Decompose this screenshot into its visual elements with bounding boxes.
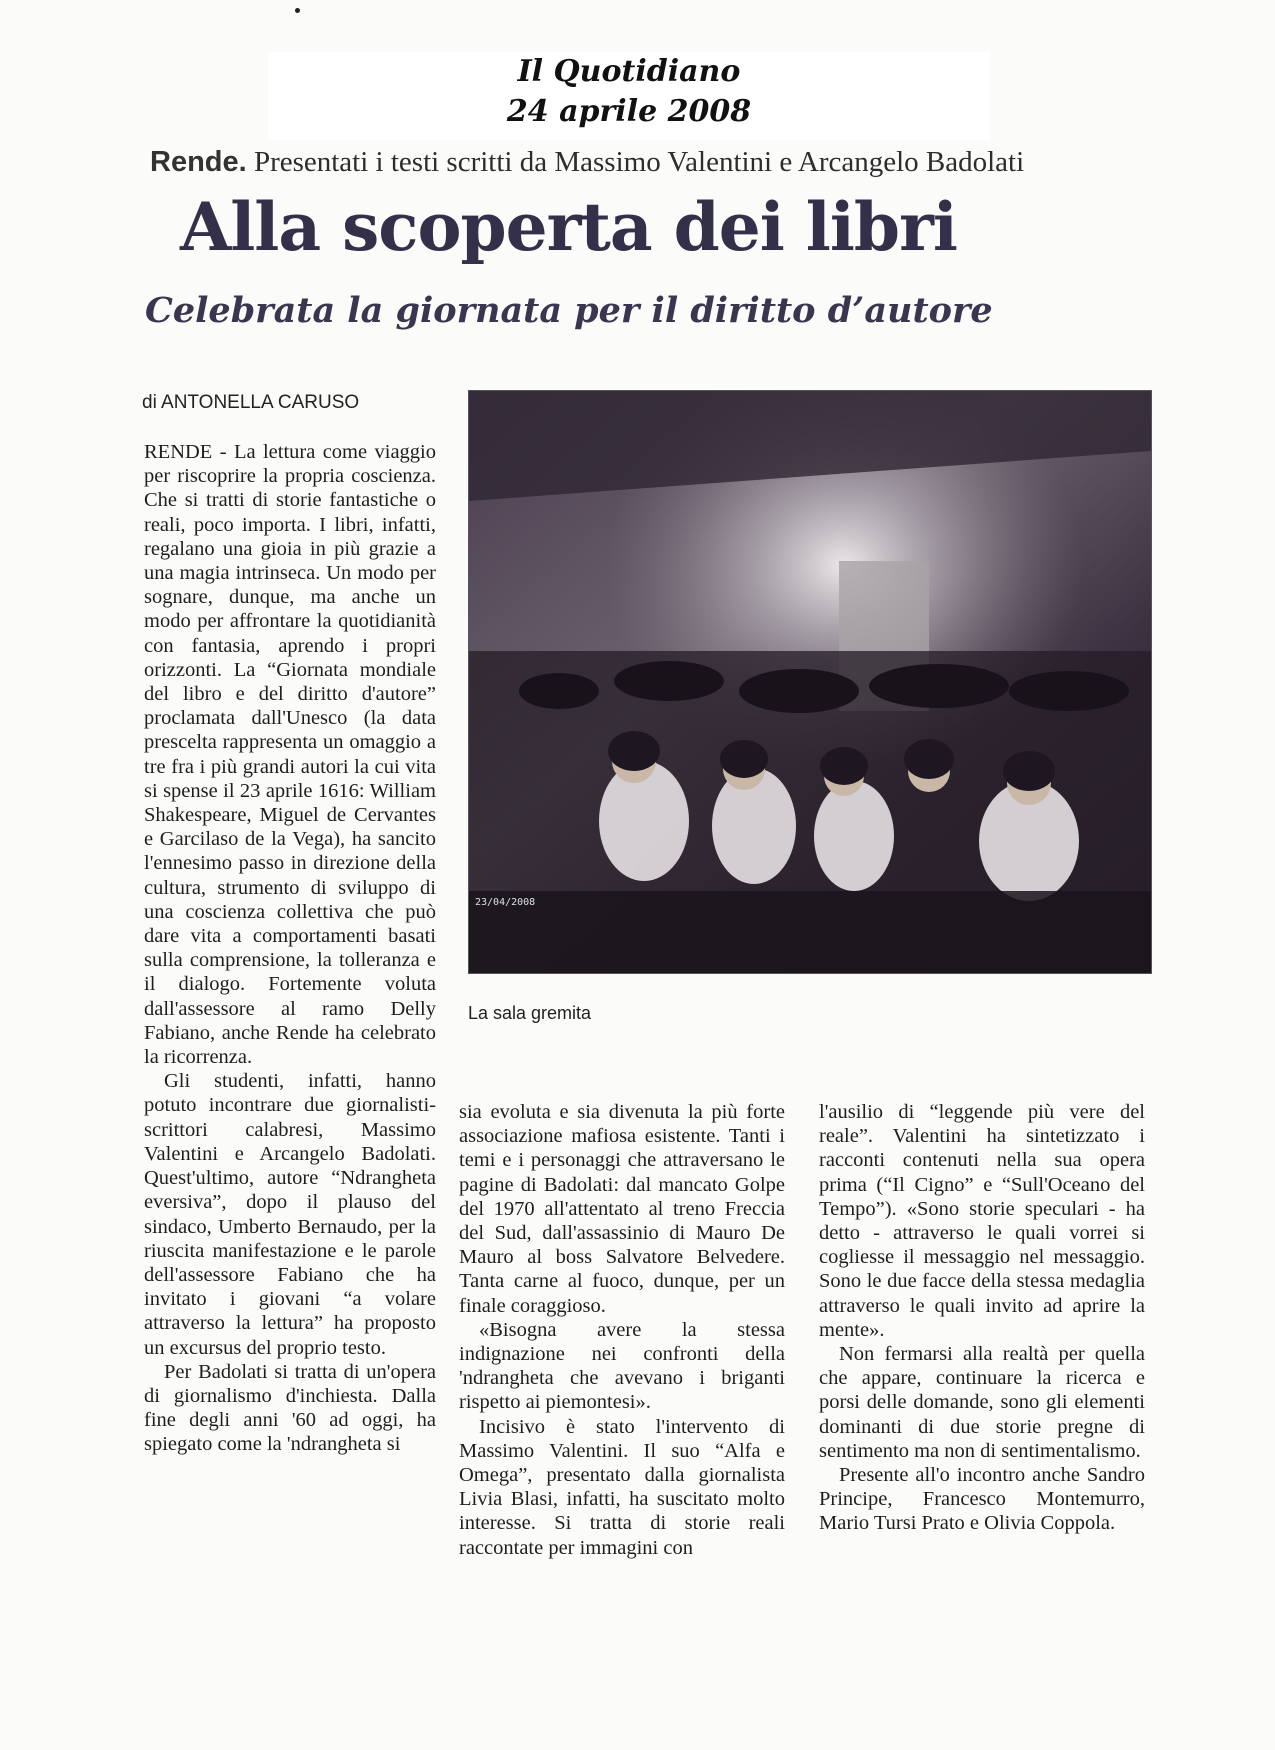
article-kicker	[150, 146, 1150, 179]
paragraph: sia evoluta e sia divenuta la più forte associazione mafiosa esistente. Tanti i temi e i personaggi che attraversano le pagine di Badolati: dal mancato Golpe del 1970 all'attentato al treno Freccia del Sud, dall'assassinio di Mauro De Mauro al boss Salvatore Belvedere. Tanta carne al fuoco, dunque, per un finale coraggioso.	[459, 1101, 785, 1317]
kicker-place: Rende.	[150, 146, 247, 178]
audience-photo-drawing	[469, 391, 1151, 973]
paragraph: Incisivo è stato l'intervento di Massimo Valentini. Il suo “Alfa e Omega”, presentato dalla giornalista Livia Blasi, infatti, ha suscitato molto interesse. Si tratta di storie reali raccontate per immagini con	[459, 1415, 785, 1559]
paragraph: Gli studenti, infatti, hanno potuto incontrare due giornalisti-scrittori calabresi, Massimo Valentini e Arcangelo Badolati. Quest'ultimo, autore “Ndrangheta eversiva”, dopo il plauso del sindaco, Umberto Bernaudo, per la riuscita manifestazione e le parole dell'assessore Fabiano che ha invitato i giovani “a volare attraverso la lettura” ha proposto un excursus del proprio testo.	[144, 1070, 436, 1359]
article-column-3	[819, 1100, 1145, 1740]
kicker-text: Presentati i testi scritti da Massimo Valentini e Arcangelo Badolati	[253, 146, 1025, 178]
newspaper-name: Il Quotidiano	[517, 54, 741, 89]
paragraph: Presente all'o incontro anche Sandro Principe, Francesco Montemurro, Mario Tursi Prato e Olivia Coppola.	[819, 1464, 1145, 1535]
publication-date: 24 aprile 2008	[506, 94, 752, 129]
paragraph: Non fermarsi alla realtà per quella che appare, continuare la ricerca e porsi delle domande, sono gli elementi dominanti di due storie pregne di sentimento ma non di sentimentalismo.	[819, 1343, 1145, 1462]
photo-date-stamp: 23/04/2008	[475, 897, 536, 908]
article-byline: di ANTONELLA CARUSO	[142, 392, 360, 413]
audience-photo	[468, 390, 1152, 974]
paragraph: «Bisogna avere la stessa indignazione nei confronti della 'ndrangheta che avevano i briganti rispetto ai piemontesi».	[459, 1318, 785, 1414]
paragraph: l'ausilio di “leggende più vere del reale”. Valentini ha sintetizzato i racconti contenuti nella sua opera prima (“Il Cigno” e “Sull'Oceano del Tempo”). «Sono storie speculari - ha detto - attraverso le quali vorrei si cogliesse il messaggio nel messaggio. Sono le due facce della stessa medaglia attraverso le quali invito ad aprire la mente».	[819, 1101, 1145, 1341]
article-column-1	[144, 440, 436, 1740]
article-subheadline: Celebrata la giornata per il diritto d’autore	[145, 290, 993, 331]
paragraph: RENDE - La lettura come viaggio per riscoprire la propria coscienza. Che si tratti di storie fantastiche o reali, poco importa. I libri, infatti, regalano una gioia in più grazie a una magia intrinseca. Un modo per sognare, dunque, ma anche un modo per affrontare la quotidianità con fantasia, aprendo i propri orizzonti. La “Giornata mondiale del libro e del diritto d'autore” proclamata dall'Unesco (la data prescelta rappresenta un omaggio a tre fra i più grandi autori la cui vita si spense il 23 aprile 1616: William Shakespeare, Miguel de Cervantes e Garcilaso de la Vega), ha sancito l'ennesimo passo in direzione della cultura, strumento di sviluppo di una coscienza collettiva che può dare vita a comportamenti basati sulla comprensione, la tolleranza e il dialogo. Fortemente voluta dall'assessore al ramo Delly Fabiano, anche Rende ha celebrato la ricorrenza.	[144, 441, 436, 1069]
article-headline: Alla scoperta dei libri	[180, 188, 957, 266]
photo-caption: La sala gremita	[468, 1003, 592, 1023]
article-column-2	[459, 1100, 785, 1740]
scan-dot	[295, 8, 300, 13]
paragraph: Per Badolati si tratta di un'opera di giornalismo d'inchiesta. Dalla fine degli anni '60 ad oggi, ha spiegato come la 'ndrangheta si	[144, 1360, 436, 1456]
source-label-box	[268, 52, 990, 140]
